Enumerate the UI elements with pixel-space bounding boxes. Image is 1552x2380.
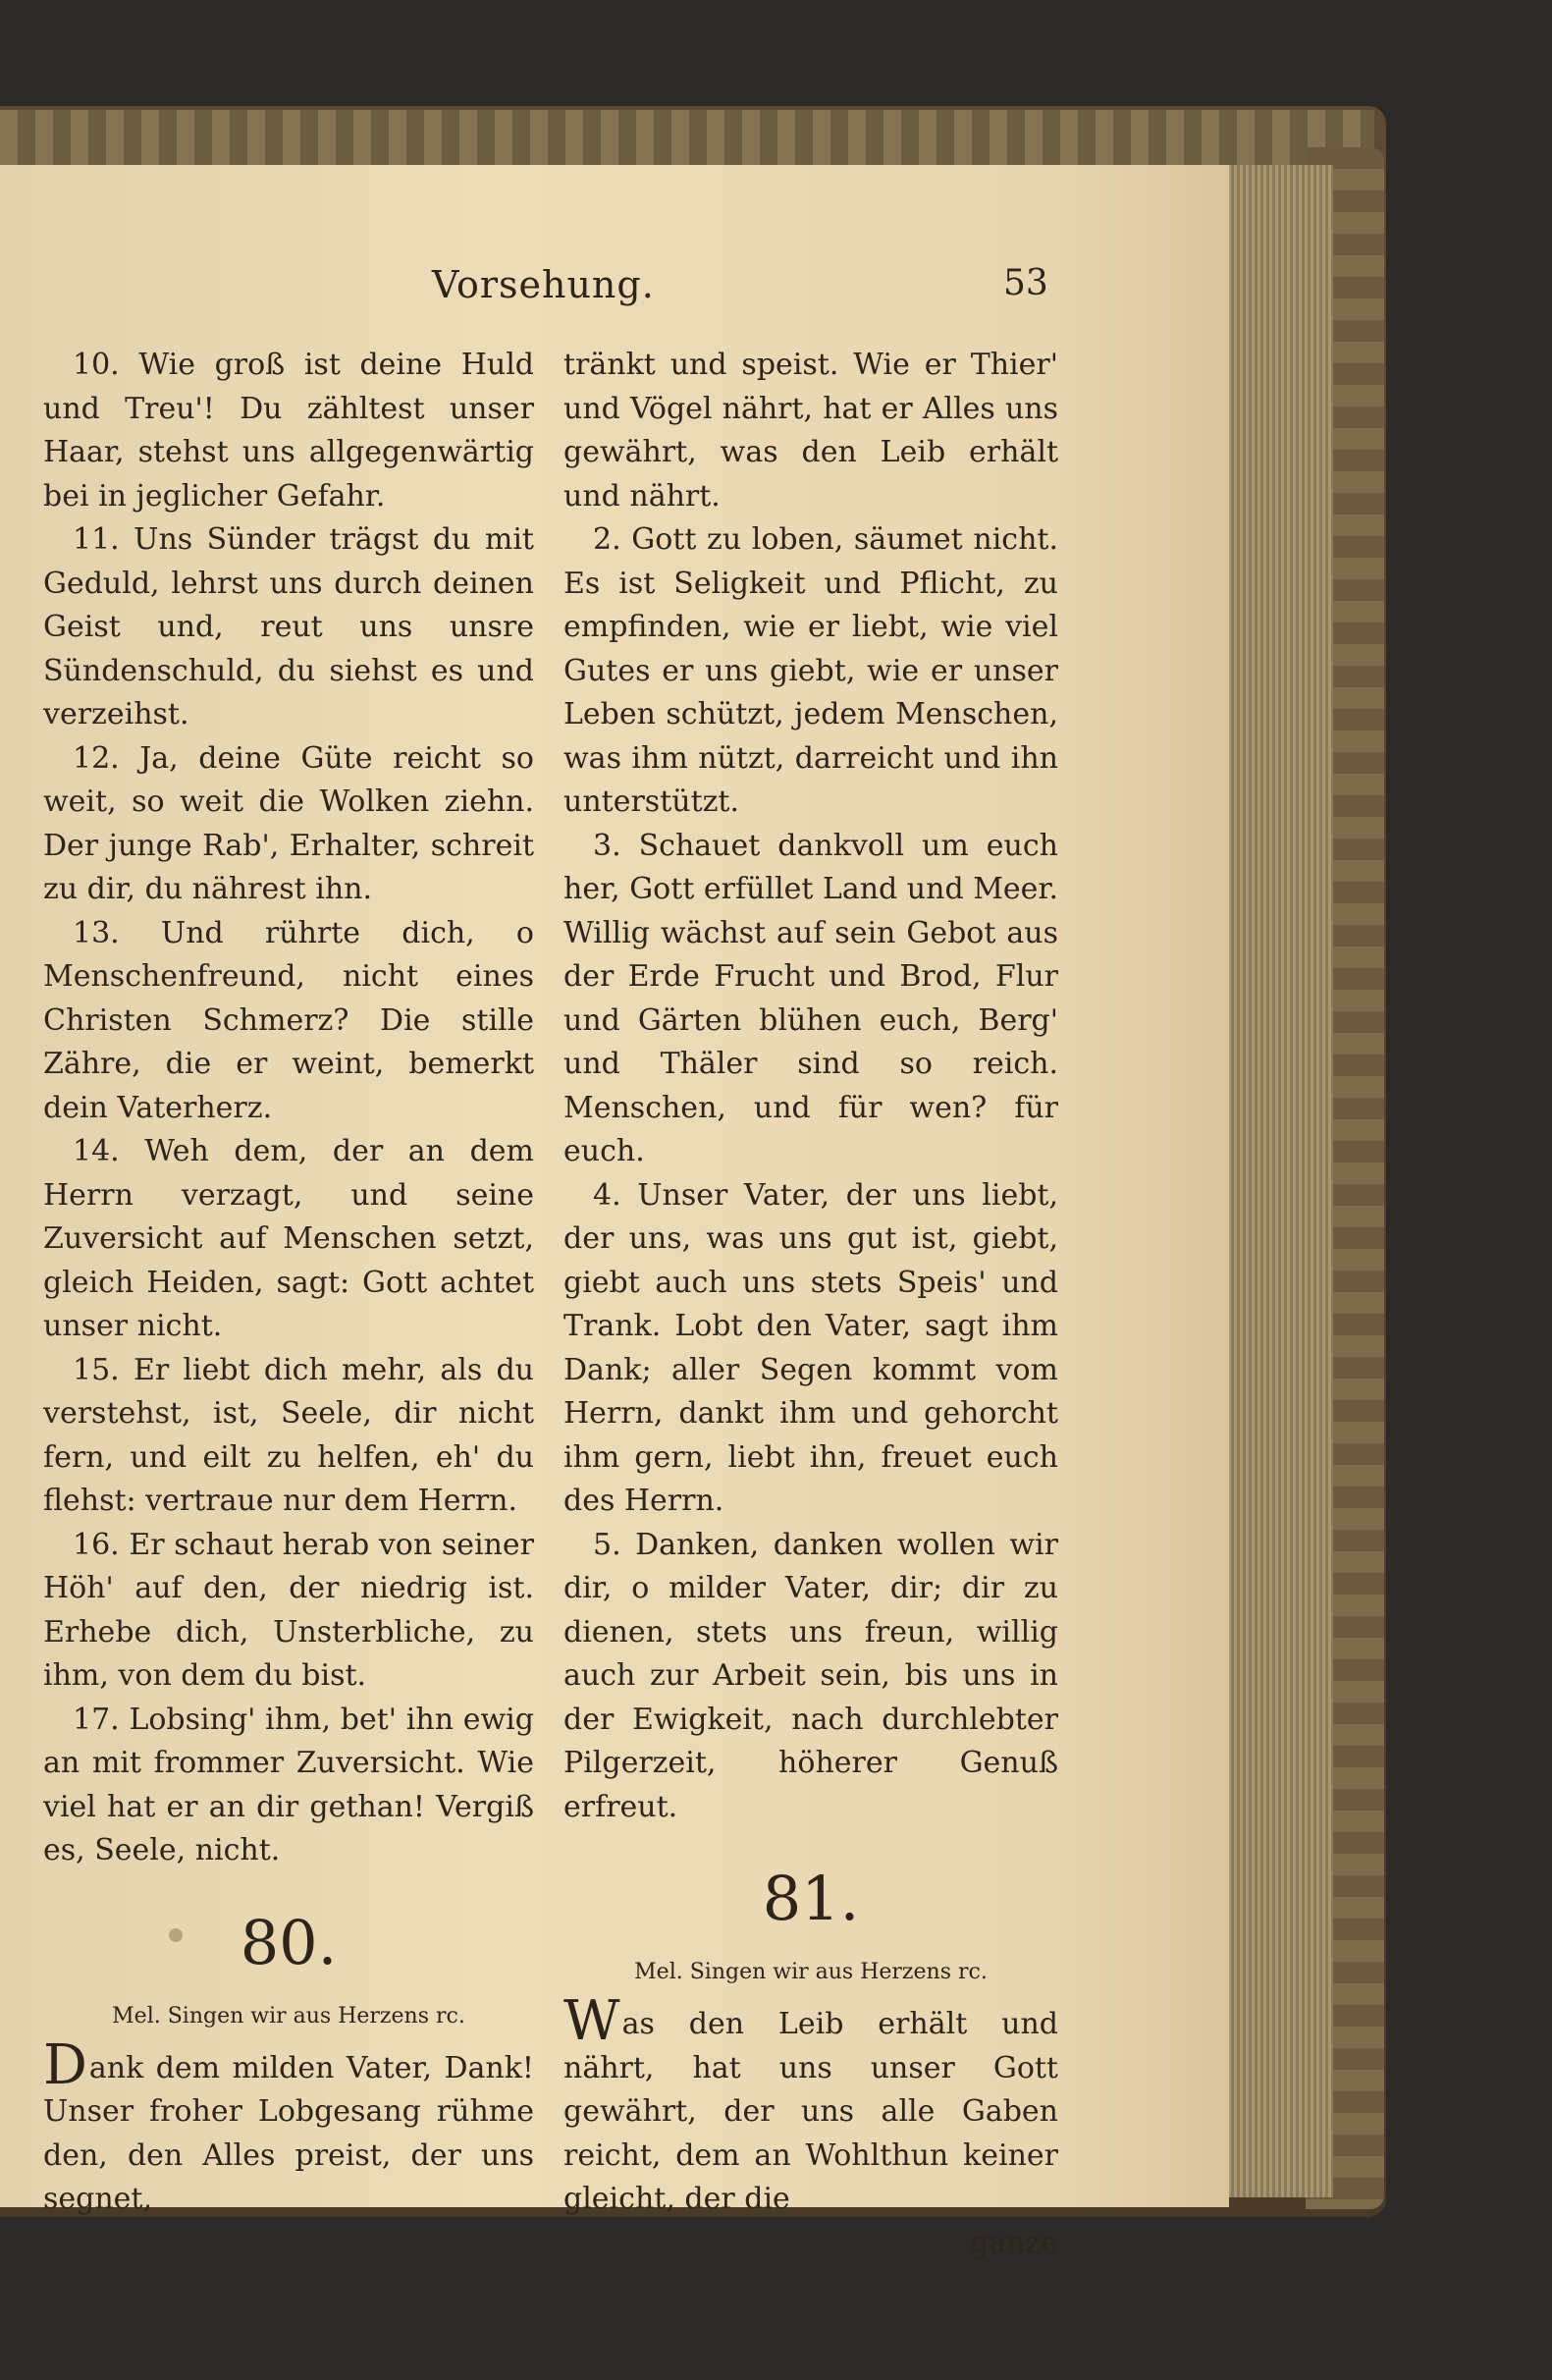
- verse: 17. Lobsing' ihm, bet' ihn ewig an mit frommer Zuversicht. Wie viel hat er an dir gethan! Vergiß es, Seele, nicht.: [43, 1702, 534, 1867]
- hymn-text: ank dem milden Vater, Dank! Unser froher Lobgesang rühme den, den Alles preist, der uns segnet,: [43, 2050, 534, 2216]
- hymn-first-lines: [563, 1989, 1058, 2222]
- melody-line: Mel. Singen wir aus Herzens rc.: [112, 2003, 465, 2028]
- verse: 4. Unser Vater, der uns liebt, der uns, was uns gut ist, giebt, giebt auch uns stets Speis' und Trank. Lobt den Vater, sagt ihm Dank; aller Segen kommt vom Herrn, dankt ihm und gehorcht ihm gern, liebt ihn, freuet euch des Herrn.: [563, 1177, 1058, 1518]
- cover-ornament-band: [0, 110, 1374, 171]
- hymn-text: as den Leib erhält und nährt, hat uns unser Gott gewährt, der uns alle Gaben reicht, dem an Wohlthun keiner gleicht, der die: [563, 2007, 1058, 2216]
- right-column: [563, 344, 1058, 2265]
- running-title: Vorsehung.: [432, 263, 655, 306]
- page-number: 53: [1003, 263, 1048, 303]
- verse: 11. Uns Sünder trägst du mit Geduld, lehrst uns durch deinen Geist und, reut uns unsre Sündenschuld, du siehst es und verzeihst.: [43, 522, 534, 731]
- verse: 14. Weh dem, der an dem Herrn verzagt, und seine Zuversicht auf Menschen setzt, gleich Heiden, sagt: Gott achtet unser nicht.: [43, 1134, 534, 1343]
- initial-letter: D: [43, 2032, 87, 2097]
- page-edges: [1225, 165, 1333, 2197]
- book-page: [0, 165, 1229, 2260]
- initial-letter: W: [563, 1989, 620, 2053]
- verse: 13. Und rührte dich, o Menschenfreund, nicht eines Christen Schmerz? Die stille Zähre, die er weint, bemerkt dein Vaterherz.: [43, 915, 534, 1125]
- melody-line: Mel. Singen wir aus Herzens rc.: [634, 1960, 988, 1984]
- verse: 12. Ja, deine Güte reicht so weit, so weit die Wolken ziehn. Der junge Rab', Erhalter, schreit zu dir, du nährest ihn.: [43, 740, 534, 906]
- hymn-number: 81.: [762, 1863, 860, 1934]
- verse-continuation: tränkt und speist. Wie er Thier' und Vögel nährt, hat er Alles uns gewährt, was den Leib erhält und nährt.: [563, 348, 1058, 514]
- hymn-number: 80.: [240, 1906, 338, 1978]
- verse: 10. Wie groß ist deine Huld und Treu'! Du zähltest unser Haar, stehst uns allgegenwärtig bei in jeglicher Gefahr.: [43, 348, 534, 514]
- left-column: [43, 344, 534, 2222]
- page-header: [0, 263, 1229, 332]
- verse: 3. Schauet dankvoll um euch her, Gott erfüllet Land und Meer. Willig wächst auf sein Gebot aus der Erde Frucht und Brod, Flur und Gärten blühen euch, Berg' und Thäler sind so reich. Menschen, und für wen? für euch.: [563, 828, 1058, 1168]
- verse: 16. Er schaut herab von seiner Höh' auf den, der niedrig ist. Erhebe dich, Unsterbliche, zu ihm, von dem du bist.: [43, 1527, 534, 1693]
- catchword: ganze: [970, 2225, 1058, 2260]
- hymn-first-lines: [43, 2032, 534, 2222]
- verse: 2. Gott zu loben, säumet nicht. Es ist Seligkeit und Pflicht, zu empfinden, wie er liebt, wie viel Gutes er uns giebt, wie er unser Leben schützt, jedem Menschen, was ihm nützt, darreicht und ihn unterstützt.: [563, 522, 1058, 819]
- verse: 5. Danken, danken wollen wir dir, o milder Vater, dir; dir zu dienen, stets uns freun, willig auch zur Arbeit sein, bis uns in der Ewigkeit, nach durchlebter Pilgerzeit, höherer Genuß erfreut.: [563, 1527, 1058, 1824]
- verse: 15. Er liebt dich mehr, als du verstehst, ist, Seele, dir nicht fern, und eilt zu helfen, eh' du flehst: vertraue nur dem Herrn.: [43, 1352, 534, 1518]
- paper-stain: [169, 1928, 183, 1942]
